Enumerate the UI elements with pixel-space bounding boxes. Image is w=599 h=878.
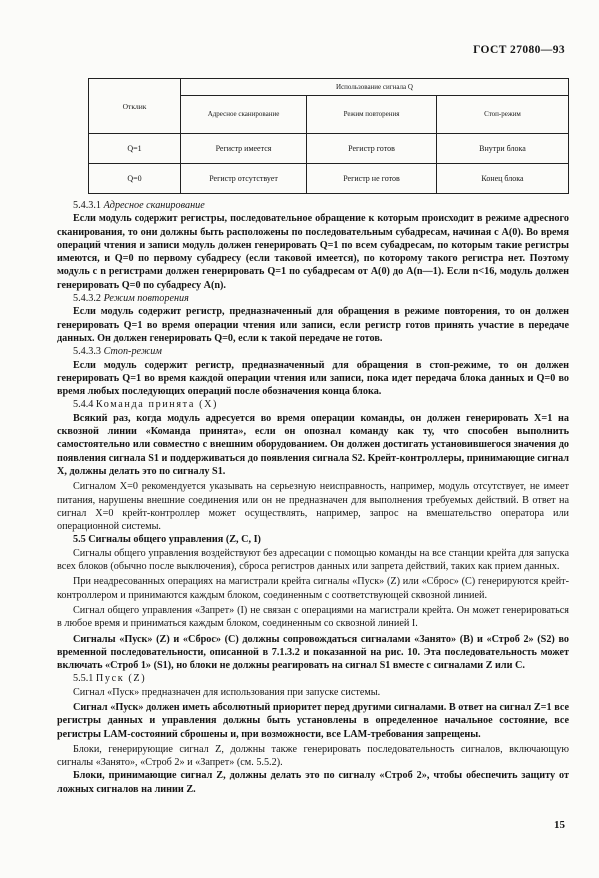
table-header-rep: Режим повторения [307,96,437,134]
paragraph: Если модуль содержит регистр, предназначенный для обращения в стоп-режиме, то он должен генерировать Q=1 во время каждой операции чтения или записи, пока идет передача блока данных и Q=0 во время любых последующих операций после обозначения конца блока. [57,359,569,398]
table-cell: Регистр имеется [181,134,307,164]
table-header-adr: Адресное сканирование [181,96,307,134]
q-signal-table [88,78,569,194]
section-heading-5-4-3-2 [57,292,569,305]
section-number: 5.4.4 [73,399,94,411]
section-title: Адресное сканирование [103,200,205,211]
table-row [89,164,569,194]
paragraph: Блоки, генерирующие сигнал Z, должны также генерировать последовательность сигналов, включающую сигналы «Занято», «Строб 2» и «Запрет» (см. 5.5.2). [57,743,569,769]
table-header-group: Использование сигнала Q [181,79,569,96]
section-heading-5-4-4 [57,398,569,411]
paragraph: При неадресованных операциях на магистрали крейта сигналы «Пуск» (Z) или «Сброс» (C) генерируются крейт-контроллером и принимаются каждым блоком, соединенным с соответствующей сквозной линией. [57,576,569,601]
section-title: Пуск (Z) [95,673,147,685]
section-heading-5-5-1 [57,672,569,685]
section-number: 5.4.3.3 [73,346,102,358]
section-heading-5-4-3-3 [57,345,569,358]
document-header: ГОСТ 27080—93 [473,44,565,56]
table-cell: Регистр отсутствует [181,164,307,194]
paragraph: Сигнал общего управления «Запрет» (I) не связан с операциями на магистрали крейта. Он может генерироваться в любое время и приниматься каждым блоком, соединенным со сквозной линией I. [57,604,569,630]
section-number: 5.4.3.1 [73,200,102,211]
paragraph: Сигнал «Пуск» предназначен для использования при запуске системы. [73,686,381,698]
paragraph: Сигнал «Пуск» должен иметь абсолютный приоритет перед другими сигналами. В ответ на сигнал Z=1 все регистры данных и управления должны быть установлены в определенное начальное состояние, все регистры LAM-состояний сброшены и, при возможности, все LAM-требования запрещены. [57,701,569,740]
section-title: Режим повторения [103,293,189,305]
page-number: 15 [554,819,565,831]
table-cell: Внутри блока [437,134,569,164]
paragraph: Сигналы общего управления воздействуют без адресации с помощью команды на все станции крейта для запуска всех блоков (обычно после выключения), сброса регистров данных или запрета действий, таких как прием данных. [57,547,569,573]
section-heading-5-5: 5.5 Сигналы общего управления (Z, C, I) [73,534,261,546]
paragraph: Сигналом X=0 рекомендуется указывать на серьезную неисправность, например, модуль отсутствует, не имеет питания, нарушены внешние соединения или он не предназначен для выполнения требуемых действий. В ответ на сигнал X=0 крейт-контроллер может осуществлять, например, запрос на вмешательство оператора или операционной системы. [57,481,569,533]
table-cell: Q=0 [89,164,181,194]
table-cell: Регистр готов [307,134,437,164]
section-number: 5.4.3.2 [73,293,102,305]
table-header-stop: Стоп-режим [437,96,569,134]
table-cell: Конец блока [437,164,569,194]
paragraph: Сигналы «Пуск» (Z) и «Сброс» (C) должны сопровождаться сигналами «Занято» (B) и «Строб 2» (S2) во временной последовательности, описанной в 7.1.3.2 и показанной на рис. 10. Эта последовательность может включать «Строб 1» (S1), но блоки не должны реагировать на сигнал S1 вместе с сигналами Z или C. [57,633,569,672]
section-number: 5.5.1 [73,673,94,685]
section-heading-5-4-3-1 [57,199,569,212]
paragraph: Если модуль содержит регистры, последовательное обращение к которым происходит в режиме адресного сканирования, то они должны быть расположены по последовательным субадресам, начиная с A(0). Во время операций чтения и записи модуль должен генерировать Q=1 по всем субадресам, по которым такие регистры имеются, и Q=0 по первому субадресу (если таковой имеется), по которому такого регистра нет. Поэтому модуль с n регистрами должен генерировать Q=1 по субадресам от A(0) до A(n—1). Если n<16, модуль должен генерировать Q=0 по субадресу A(n). [57,213,569,291]
body-text [57,199,569,796]
table-cell: Регистр не готов [307,164,437,194]
table-cell: Q=1 [89,134,181,164]
section-title: Стоп-режим [103,346,162,358]
paragraph: Блоки, принимающие сигнал Z, должны делать это по сигналу «Строб 2», чтобы обеспечить защиту от ложных сигналов на линии Z. [57,770,569,795]
paragraph: Всякий раз, когда модуль адресуется во время операции команды, он должен генерировать X=1 на сквозной линии «Команда принята», если он опознал команду как ту, что способен выполнить самостоятельно или совместно с внешним оборудованием. Он должен достигать установившегося значения до появления сигнала S1 и поддерживаться до появления сигнала S2. Крейт-контроллеры, принимающие сигнал X, должны делать это по сигналу S1. [57,412,569,477]
table-header-otklik: Отклик [89,79,181,134]
table-row [89,134,569,164]
paragraph: Если модуль содержит регистр, предназначенный для обращения в режиме повторения, то он должен генерировать Q=1 во время операции чтения или записи, если регистр готов принять участие в передаче данных. Он должен генерировать Q=0, если к такой передаче не готов. [57,306,569,344]
section-title: Команда принята (X) [95,399,219,411]
